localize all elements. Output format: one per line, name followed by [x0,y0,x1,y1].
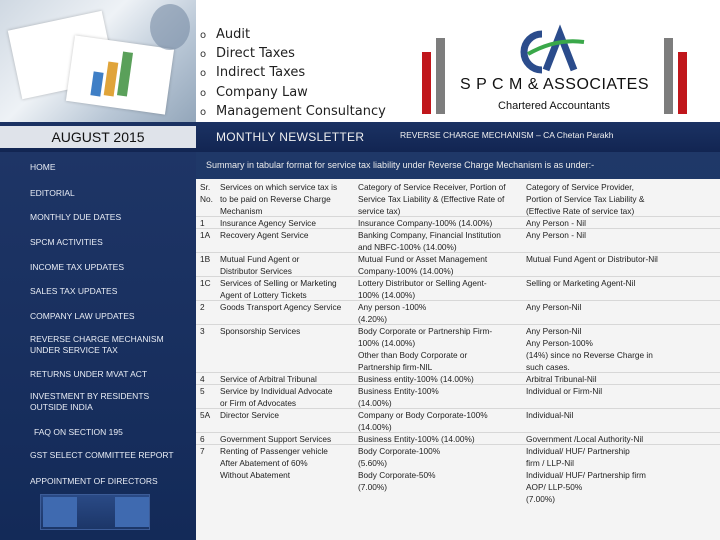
sidebar-nav-label: MONTHLY DUE DATES [30,212,122,222]
table-cell-provider-line: Any Person - Nil [526,218,586,228]
table-cell-receiver-line: (14.00%) [358,422,392,432]
sidebar-nav-item[interactable] [30,334,164,356]
sidebar-nav-label: UNDER SERVICE TAX [30,345,118,355]
table-cell-service-line: Goods Transport Agency Service [220,302,342,312]
sidebar-nav-item[interactable] [30,237,103,248]
table-cell-receiver-line: 100% (14.00%) [358,338,416,348]
table-cell-receiver-line: (7.00%) [358,482,388,492]
table-header-cell-line: Category of Service Provider, [526,182,634,192]
table-cell-provider-line: (7.00%) [526,494,556,504]
service-label: Indirect Taxes [216,65,306,81]
bullet-icon: o [200,49,207,61]
firm-logo-block [420,14,720,122]
table-cell-sr-line: 2 [200,302,205,312]
table-cell-receiver-line: Body Corporate-50% [358,470,436,480]
table-cell-service-line: Mutual Fund Agent or [220,254,300,264]
table-cell-provider-line: Government /Local Authority-Nil [526,434,644,444]
table-cell-service-line: or Firm of Advocates [220,398,297,408]
table-cell-receiver-line: (5.60%) [358,458,388,468]
bullet-icon: o [200,30,207,41]
header [0,0,720,122]
table-cell-provider [526,301,716,313]
sidebar-nav-label: FAQ ON SECTION 195 [34,427,123,437]
table-cell-receiver-line: and NBFC-100% (14.00%) [358,242,457,252]
table-cell-receiver-line: Body Corporate-100% [358,446,441,456]
table-cell-provider-line: Any Person-Nil [526,326,582,336]
table-cell-receiver-line: 100% (14.00%) [358,290,416,300]
table-cell-provider-line: AOP/ LLP-50% [526,482,583,492]
sidebar-nav-item[interactable] [30,262,124,273]
table-cell-receiver-line: Company or Body Corporate-100% [358,410,488,420]
table-cell-sr [200,229,220,241]
service-label: Direct Taxes [216,46,295,62]
table-cell-service-line: Distributor Services [220,266,292,276]
table-cell-provider [526,277,716,289]
service-label: Company Law [216,84,308,100]
table-cell-sr [200,301,220,313]
table-cell-sr-line: 7 [200,446,205,456]
sidebar-nav-item[interactable] [30,286,117,297]
table-cell-service-line: After Abatement of 60% [220,458,308,468]
table-cell-sr [200,409,220,421]
table-cell-receiver-line: Body Corporate or Partnership Firm- [358,326,493,336]
sidebar-nav-item[interactable] [34,427,123,438]
table-header-cell-line: to be paid on Reverse Charge [220,194,331,204]
table-cell-provider-line: Individual or Firm-Nil [526,386,603,396]
table-cell-service-line: Renting of Passenger vehicle [220,446,328,456]
table-cell-receiver-line: Business Entity-100% (14.00%) [358,434,475,444]
sidebar-nav-label: COMPANY LAW UPDATES [30,311,135,321]
table-header-cell-line: Services on which service tax is [220,182,338,192]
table-cell-service-line: Government Support Services [220,434,332,444]
service-item [200,103,386,122]
reverse-charge-table [196,179,720,540]
table-cell-receiver [358,409,526,433]
sidebar-nav-label: HOME [30,162,56,172]
table-cell-receiver [358,229,526,253]
table-cell-service [220,229,358,241]
table-cell-receiver-line: Other than Body Corporate or [358,350,468,360]
table-cell-sr-line: 1B [200,254,211,264]
service-item [200,64,386,83]
table-cell-service-line: Insurance Agency Service [220,218,316,228]
firm-subtitle: Chartered Accountants [498,100,610,112]
table-cell-receiver-line: Mutual Fund or Asset Management [358,254,488,264]
services-list [200,26,386,122]
table-cell-provider [526,445,716,505]
table-cell-provider-line: such cases. [526,362,570,372]
sidebar-nav-item[interactable] [30,212,121,223]
table-cell-sr-line: 5 [200,386,205,396]
sidebar-nav-item[interactable] [30,450,174,461]
table-cell-service [220,385,358,409]
sidebar-nav-label: OUTSIDE INDIA [30,402,93,412]
service-label: Audit [216,27,251,42]
table-cell-sr-line: 3 [200,326,205,336]
table-cell-provider [526,229,716,241]
table-cell-receiver-line: Banking Company, Financial Institution [358,230,501,240]
service-label: Management Consultancy [216,103,386,119]
sidebar-nav-label: GST SELECT COMMITTEE REPORT [30,450,174,460]
service-item [200,26,386,45]
table-cell-sr-line: 1 [200,218,205,228]
table-cell-sr [200,445,220,457]
table-cell-provider [526,253,716,265]
table-cell-receiver [358,277,526,301]
table-cell-provider-line: Individual/ HUF/ Partnership firm [526,470,646,480]
table-header-cell [526,181,716,217]
service-item [200,45,386,64]
table-cell-sr [200,325,220,337]
table-cell-service [220,253,358,277]
table-cell-service-line: Director Service [220,410,280,420]
table-cell-sr [200,253,220,265]
table-cell-receiver-line: Company-100% (14.00%) [358,266,454,276]
table-cell-sr-line: 6 [200,434,205,444]
table-header-cell-line: Category of Service Receiver, Portion of [358,182,506,192]
table-cell-sr-line: 5A [200,410,211,420]
table-header-cell-line: No. [200,194,213,204]
sidebar-nav-item[interactable] [30,162,56,173]
table-cell-receiver-line: Partnership firm-NIL [358,362,433,372]
table-cell-service-line: Sponsorship Services [220,326,301,336]
table-cell-service-line: Without Abatement [220,470,291,480]
newsletter-label: MONTHLY NEWSLETTER [216,130,365,144]
table-cell-provider-line: Arbitral Tribunal-Nil [526,374,597,384]
table-cell-service-line: Services of Selling or Marketing [220,278,337,288]
table-cell-provider-line: Any Person-100% [526,338,593,348]
sidebar-nav-item[interactable] [30,391,149,413]
office-photo-image [0,0,196,122]
table-header-cell-line: Mechanism [220,206,263,216]
table-cell-sr-line: 4 [200,374,205,384]
table-cell-service [220,301,358,313]
table-cell-provider-line: Mutual Fund Agent or Distributor-Nil [526,254,658,264]
sidebar-nav-label: APPOINTMENT OF DIRECTORS [30,476,158,486]
sidebar-nav-label: INCOME TAX UPDATES [30,262,124,272]
table-header-cell [220,181,358,217]
sidebar-nav-label: EDITORIAL [30,188,75,198]
issue-month: AUGUST 2015 [0,126,196,148]
sidebar-nav [0,152,196,540]
table-cell-receiver-line: Business entity-100% (14.00%) [358,374,474,384]
table-header-cell [358,181,526,217]
table-cell-receiver [358,301,526,325]
sidebar-nav-label: REVERSE CHARGE MECHANISM [30,334,164,344]
table-cell-receiver [358,253,526,277]
table-cell-provider-line: (14%) since no Reverse Charge in [526,350,653,360]
table-header-cell-line: service tax) [358,206,401,216]
table-cell-provider-line: Selling or Marketing Agent-Nil [526,278,636,288]
table-cell-sr-line: 1C [200,278,211,288]
table-cell-provider [526,325,716,373]
table-cell-service-line: Agent of Lottery Tickets [220,290,307,300]
table-cell-service [220,409,358,421]
sidebar-nav-item[interactable] [30,476,158,487]
sidebar-nav-label: SALES TAX UPDATES [30,286,118,296]
firm-name: S P C M & ASSOCIATES [460,76,650,93]
table-header-cell-line: Service Tax Liability & (Effective Rate of [358,194,505,204]
table-cell-service [220,277,358,301]
table-cell-provider-line: Individual/ HUF/ Partnership [526,446,630,456]
bullet-icon: o [200,106,207,118]
table-cell-receiver [358,325,526,373]
table-cell-service [220,445,358,481]
table-cell-sr [200,385,220,397]
table-cell-receiver [358,445,526,493]
table-cell-sr-line: 1A [200,230,211,240]
table-cell-provider-line: Any Person-Nil [526,302,582,312]
table-cell-provider-line: Individual-Nil [526,410,574,420]
table-cell-receiver-line: Lottery Distributor or Selling Agent- [358,278,487,288]
bullet-icon: o [200,68,207,80]
main-content [196,152,720,540]
table-cell-provider [526,409,716,421]
table-cell-provider [526,385,716,397]
table-header-cell-line: (Effective Rate of service tax) [526,206,635,216]
sidebar-nav-label: RETURNS UNDER MVAT ACT [30,369,148,379]
logo-grey-bar-left [436,38,445,114]
sidebar-nav-item[interactable] [30,311,135,322]
table-header-cell-line: Sr. [200,182,211,192]
table-cell-provider-line: Any Person - Nil [526,230,586,240]
logo-grey-bar-right [664,38,673,114]
sidebar-nav-label: INVESTMENT BY RESIDENTS [30,391,150,401]
table-cell-provider-line: firm / LLP-Nil [526,458,574,468]
logo-red-bar-left [422,52,431,114]
bullet-icon: o [200,87,207,99]
logo-red-bar-right [678,52,687,114]
summary-text: Summary in tabular format for service tax liability under Reverse Charge Mechanism is as under:- [206,160,595,170]
table-cell-receiver-line: (4.20%) [358,314,388,324]
table-cell-service [220,325,358,337]
table-cell-service-line: Recovery Agent Service [220,230,309,240]
service-item [200,84,386,103]
article-title: REVERSE CHARGE MECHANISM – CA Chetan Parakh [400,130,614,140]
ca-logo-icon [508,24,586,80]
table-cell-service-line: Service by Individual Advocate [220,386,333,396]
table-cell-receiver-line: Insurance Company-100% (14.00%) [358,218,493,228]
table-cell-receiver-line: Business Entity-100% [358,386,439,396]
sidebar-nav-item[interactable] [30,369,147,380]
table-header-cell [200,181,220,205]
sidebar-nav-item[interactable] [30,188,75,199]
table-cell-receiver-line: (14.00%) [358,398,392,408]
sidebar-nav-label: SPCM ACTIVITIES [30,237,103,247]
table-cell-sr [200,277,220,289]
table-cell-service-line: Service of Arbitral Tribunal [220,374,317,384]
sidebar-decoration [40,494,150,530]
table-header-cell-line: Portion of Service Tax Liability & [526,194,645,204]
table-cell-receiver-line: Any person -100% [358,302,427,312]
table-cell-receiver [358,385,526,409]
